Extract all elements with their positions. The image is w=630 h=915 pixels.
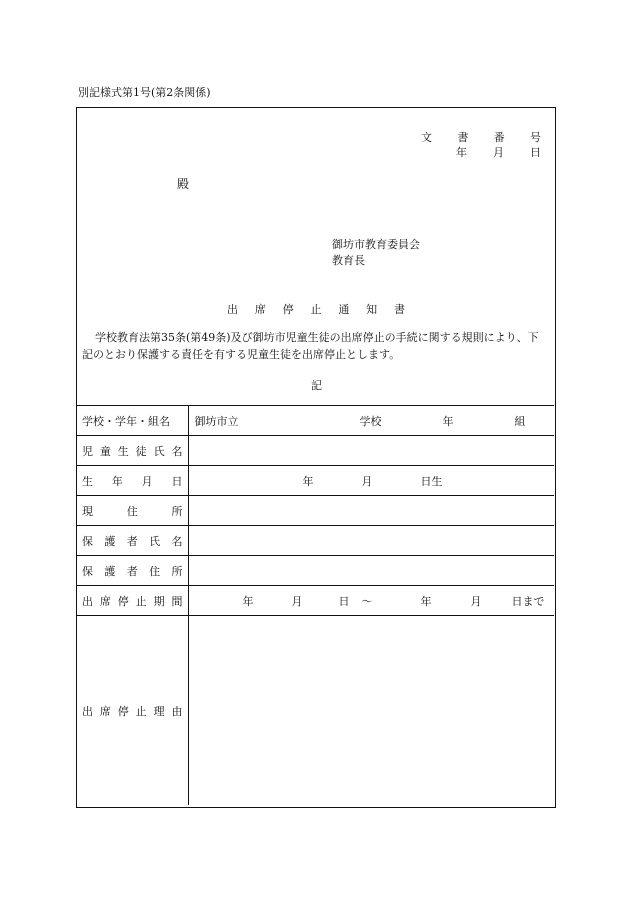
school-label: 学校・学年・組名 (77, 406, 188, 436)
table-row-guardian-address (77, 556, 554, 586)
student-name-value (188, 436, 554, 466)
notice-body-text: 学校教育法第35条(第49条)及び御坊市児童生徒の出席停止の手続に関する規則により、下記のとおり保護する責任を有する児童生徒を出席停止とします。 (82, 331, 539, 361)
issue-date-label: 年 月 日 (456, 146, 541, 159)
sender-organization: 御坊市教育委員会 (332, 238, 420, 251)
table-row-school (77, 406, 554, 436)
notice-form-frame (76, 107, 556, 808)
suspension-period-value: 年 月 日 ～ 年 月 日まで (188, 586, 554, 616)
student-name-label: 児 童 生 徒 氏 名 (77, 436, 188, 466)
document-number-label: 文 書 番 号 (421, 131, 541, 144)
table-row-address (77, 496, 554, 526)
suspension-reason-label: 出 席 停 止 理 由 (77, 616, 188, 806)
form-label: 別記様式第1号(第2条関係) (78, 86, 211, 99)
sender-title: 教育長 (332, 254, 365, 267)
document-title: 出 席 停 止 通 知 書 (227, 303, 405, 316)
address-label: 現 住 所 (77, 496, 188, 526)
guardian-address-value (188, 556, 554, 586)
address-value (188, 496, 554, 526)
notice-details-table (77, 405, 554, 805)
table-row-guardian-name (77, 526, 554, 556)
table-row-birthdate (77, 466, 554, 496)
table-row-suspension-reason (77, 616, 554, 806)
guardian-name-value (188, 526, 554, 556)
table-row-student-name (77, 436, 554, 466)
suspension-period-label: 出 席 停 止 期 間 (77, 586, 188, 616)
birthdate-label: 生 年 月 日 (77, 466, 188, 496)
addressee-suffix: 殿 (177, 177, 190, 191)
table-row-suspension-period (77, 586, 554, 616)
ki-marker: 記 (311, 379, 322, 392)
birthdate-value: 年 月 日生 (188, 466, 554, 496)
guardian-address-label: 保 護 者 住 所 (77, 556, 188, 586)
school-value: 御坊市立 学校 年 組 (188, 406, 554, 436)
guardian-name-label: 保 護 者 氏 名 (77, 526, 188, 556)
suspension-reason-value (188, 616, 554, 806)
